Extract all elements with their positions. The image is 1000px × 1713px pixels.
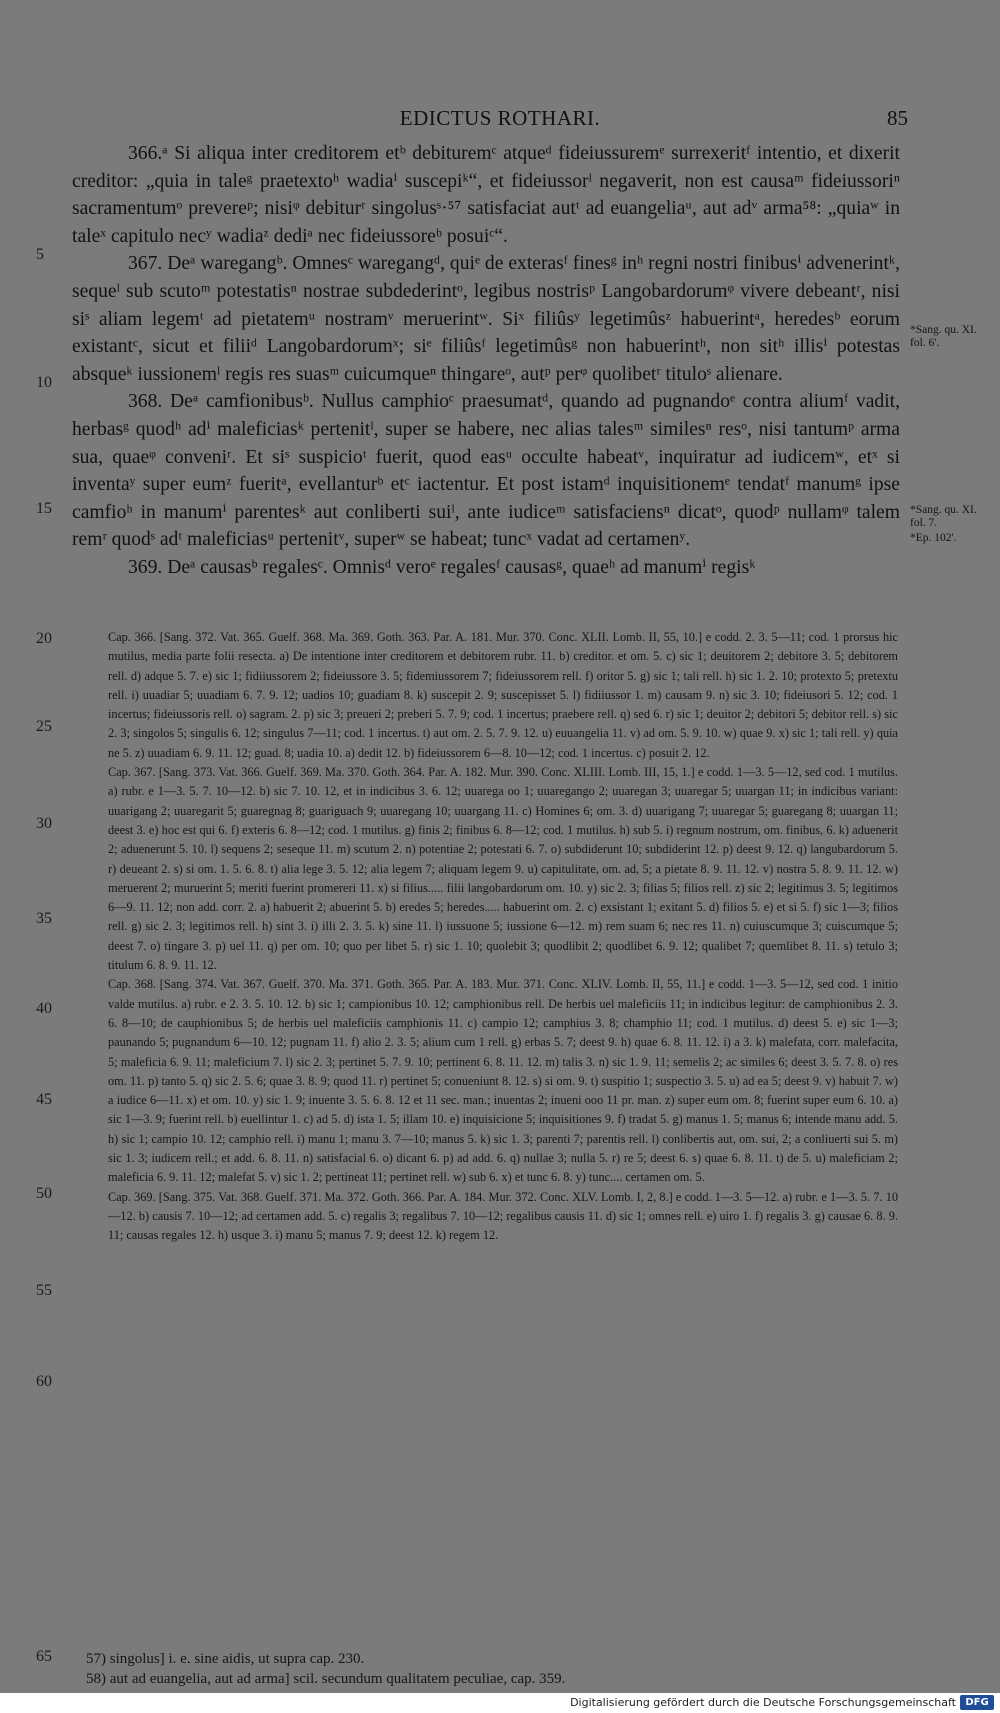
line-number: 30 <box>36 815 52 832</box>
line-number: 55 <box>36 1282 52 1299</box>
side-note-sang-fol-6: *Sang. qu. XI. fol. 6'. <box>910 324 977 349</box>
critical-apparatus <box>86 628 898 1246</box>
page-number: 85 <box>887 106 908 130</box>
dfg-logo-icon[interactable]: DFG <box>960 1695 994 1710</box>
line-number: 10 <box>36 374 52 391</box>
side-note-ep-102: *Ep. 102'. <box>910 532 957 544</box>
line-number: 15 <box>36 500 52 517</box>
page-header <box>0 106 1000 134</box>
chapter-367: 367. Deᵃ waregangᵇ. Omnesᶜ waregangᵈ, quiᵉ de exterasᶠ finesᵍ inʰ regni nostri finibusⁱ advenerintᵏ, sequeˡ sub scutoᵐ potestatisⁿ nostrae subdederintᵒ, legibus nostrisᵖ Langobardorumᵠ vivere debeantʳ, nisi siˢ aliam legemᵗ ad pietatemᵘ nostramᵛ meruerintʷ. Siˣ filiûsʸ legetimûsᶻ habuerintᵃ, heredesᵇ eorum existantᶜ, sicut et filiiᵈ Langobardorumˣ; siᵉ filiûsᶠ legetimûsᵍ non habuerintʰ, non sitʰ illisⁱ potestas absqueᵏ iussionemˡ regis res suasᵐ cuicumqueⁿ thingareᵒ, autᵖ perᵠ quolibetʳ tituloˢ alienare. <box>72 253 900 385</box>
line-number: 60 <box>36 1373 52 1390</box>
apparatus-cap-366: Cap. 366. [Sang. 372. Vat. 365. Guelf. 368. Ma. 369. Goth. 363. Par. A. 181. Mur. 370. Conc. XLII. Lomb. II, 55, 10.] e codd. 2. 3. 5—11; cod. 1 prorsus hic mutilus, media parte folii resecta. a) De intentione inter creditorem et debitorem rubr. 11. b) creditor. et om. 5. c) sic 1; deuitorem 2; debitore 3. 5; debitorem rell. d) adque 5. 7. e) sic 1; fidiiussorem 2; fideiussore 3. 5; fidemiussorem 7; fideiussorem rell. f) oritor 5. g) sic 1; tali rell. h) sic 1. 2. 10; protexto 5; pretextu rell. i) uuadiar 5; uuadiam 6. 7. 9. 12; uadios 10; guadiam 8. k) suscepit 2. 9; suscepisset 5. l) fidiiussor 1. m) causam 9. n) sic 3. 10; fideiusori 5. 12; cod. 1 incertus; fideiussoris rell. o) sagram. 2. p) sic 3; preueri 2; preberi 5. 7. 9; cod. 1 incertus; praebere rell. q) sed 6. r) sic 1; deuitor 2; debitori 5; debitor rell. s) sic 2. 3; singolos 5; singulis 6. 12; singulus 7—11; cod. 1 incertus. t) aut om. 2. 5. 7. 9. 12. u) euuangelia 11. v) ad om. 5. 9. 10. w) quae 9. x) sic 1; tali rell. y) quia ne 5. z) uuadiam 6. 9. 11. 12; guad. 8; uadia 10. a) dedit 12. b) fideiussorem 6—8. 10—12; cod. 1 incertus. c) posuit 2. 12. <box>108 630 898 760</box>
side-note-sang-fol-7: *Sang. qu. XI. fol. 7. <box>910 504 977 529</box>
line-number: 5 <box>36 246 44 263</box>
footnote-58: 58) aut ad euangelia, aut ad arma] scil. secundum qualitatem peculiae, cap. 359. <box>86 1671 566 1687</box>
line-number: 35 <box>36 910 52 927</box>
apparatus-cap-368: Cap. 368. [Sang. 374. Vat. 367. Guelf. 370. Ma. 371. Goth. 365. Par. A. 183. Mur. 371. Conc. XLIV. Lomb. II, 55, 11.] e codd. 1—3. 5—12, sed cod. 1 initio valde mutilus. a) rubr. e 2. 3. 5. 10. 12. b) sic 1; campionibus 10. 12; camphionibus rell. De herbis uel maleficiis 11; in indicibus legitur: de camphionibus 2. 3. 6. 8—10; de cauphionibus 5; de herbis uel maleficiis camphionis 11. c) campio 12; camphius 3. 8; champhio 11; cod. 1 mutilus. d) deest 5. e) sic 1—3; paunando 5; pugnandum 6—10. 12; pugnam 11. f) alio 2. 3. 5; alium cum 1 rell. g) erbas 5. 7; deest 9. h) quae 6. 8. 11. 12. i) a 3. k) malefata, corr. malefacita, 5; maleficia 6. 9. 11; maleficium 7. l) sic 2. 3; pertinet 5. 7. 9. 10; pertinent 6. 8. 11. 12. m) talis 3. n) sic 1. 9. 11; semelis 2; ac similes 6; deest 3. 5. 7. 8. o) res om. 11. p) tanto 5. q) sic 2. 5. 6; quae 3. 8. 9; quod 11. r) pertinet 5; conueniunt 8. 12. s) si om. 9. t) suspitio 1; suspectio 3. 5. u) ad ea 5; deest 9. v) habuit 7. w) a iudice 6—11. x) et om. 10. y) sic 1. 9; inuente 3. 5. 6. 8. 12 et 11 sec. man.; inuentas 2; inueni ooo 11 pr. man. z) super eum om. 8; fuerint super eum 6. 10. a) sic 1—3. 9; fuerint rell. b) euellintur 1. c) ad 5. d) ista 1. 5; illam 10. e) inquisicione 5; inquisitiones 9. f) tradat 5. g) manus 1. 5; manus 6; intende manu add. 5. h) sic 1; campio 10. 12; camphio rell. i) manu 1; manu 3. 7—10; manus 5. k) sic 1. 3; parenti 7; parentis rell. l) conlibertis aut, om. sui, 2; a conliuerti sui 5. m) sic 1. 3; iudicem rell.; et add. 6. 8. 11. n) satisfacial 6. o) dicant 6. p) ad add. 6. q) nullae 3; nulla 5. r) re 5; deest 6. s) quae 6. 8. 11. t) de 5. u) maleficiam 2; maleficia 6. 9. 11. 12; malefat 5. v) sic 1. 2; pertineat 11; pertinet rell. w) sub 6. x) et tunc 6. 8. y) tunc.... certamen om. 5. <box>108 977 898 1185</box>
line-number: 20 <box>36 630 52 647</box>
footer-bar <box>0 1693 1000 1713</box>
footnotes <box>86 1649 898 1689</box>
apparatus-cap-367: Cap. 367. [Sang. 373. Vat. 366. Guelf. 369. Ma. 370. Goth. 364. Par. A. 182. Mur. 390. Conc. XLIII. Lomb. III, 15, 1.] e codd. 1—3. 5—12, sed cod. 1 mutilus. a) rubr. e 1—3. 5. 7. 10—12. b) sic 7. 10. 12, et in indicibus 3. 6. 12; uuarega oo 1; uuaregango 2; uuaregan 3; uuaregar 5; uuargan 11; in indicibus variant: uuarigang 2; uuaregarit 5; guaregnag 8; guariguach 9; uuaregang 10; uuargang 11. c) Homines 6; om. 3. d) uuarigang 7; uuaregar 5; guaregang 8; uuargan 11; deest 3. e) hoc est qui 6. f) exteris 6. 8—12; cod. 1 mutilus. g) finis 2; finibus 6. 8—12; cod. 1 mutilus. h) sub 5. i) regnum nostrum, om. finibus, 6. k) aduenerit 2; aduenerunt 5. 10. l) sequens 2; seseque 11. m) scutum 2. n) potentiae 2; potestati 6. 7. o) subdiderunt 10; subdiderint 12. p) deest 9. 12. q) langubardorum 5. r) deueant 2. s) si om. 1. 5. 6. 8. t) alia lege 3. 5. 12; alia legem 7; aliquam legem 9. u) capitulitate, om. ad, 5; a pietate 8. 9. 11. 12. v) nostra 5. 8. 9. 11. 12. w) meruerent 2; muruerint 5; meriti fuerint promereri 11. x) si filius..... filii langobardorum om. 10. y) sic 2. 3; filias 5; filios rell. z) sic 2; legitimus 3. 5; legitimos 6—9. 11. 12; non add. corr. 2. a) habuerit 2; abuerint 5. b) eredes 5; heredes..... habuerint om. 2. c) exsistant 1; exitant 5. d) filios 5. e) et si 5. f) sic 1—3; filios rell. g) sic 2. 3; legitimos rell. h) sint 3. i) illi 2. 3. 5. k) sine 11. l) iussuone 5; iussione 6—12. m) rem suam 6; nec res 11. n) cuiuscumque 3; cuiscumque 5; deest 7. o) tingare 3. p) uel 11. q) per om. 10; quo per libet 5. r) sic 1. 10; quolebit 3; quodlibit 2; quodlibet 6. 9. 12; qualibet 7; quemlibet 8. 11. s) tetulo 3; titulum 6. 8. 9. 11. 12. <box>108 765 898 973</box>
line-number: 45 <box>36 1091 52 1108</box>
chapter-369: 369. Deᵃ causasᵇ regalesᶜ. Omnisᵈ veroᵉ regalesᶠ causasᵍ, quaeʰ ad manumⁱ regisᵏ <box>128 556 756 578</box>
footnote-57: 57) singolus] i. e. sine aidis, ut supra cap. 230. <box>86 1651 365 1667</box>
line-number: 65 <box>36 1648 52 1665</box>
running-title: EDICTUS ROTHARI. <box>399 106 601 130</box>
line-number: 50 <box>36 1185 52 1202</box>
funding-notice: Digitalisierung gefördert durch die Deutsche Forschungsgemeinschaft <box>570 1696 956 1709</box>
chapter-366: 366.ᵃ Si aliqua inter creditorem etᵇ debituremᶜ atqueᵈ fideiussuremᵉ surrexeritᶠ intentio, et dixerit creditor: „quia in taleᵍ praetextoʰ wadiaⁱ suscepiᵏ“, et fideiussorˡ negaverit, non est causaᵐ fideiussoriⁿ sacramentumᵒ prevereᵖ; nisiᵠ debiturʳ singolusˢ·⁵⁷ satisfaciat autᵗ ad euangeliaᵘ, aut adᵛ arma⁵⁸: „quiaʷ in taleˣ capitulo necʸ wadiaᶻ dediᵃ nec fideiussoreᵇ posuiᶜ“. <box>72 143 900 247</box>
line-number: 25 <box>36 718 52 735</box>
line-number: 40 <box>36 1000 52 1017</box>
chapter-368: 368. Deᵃ camfionibusᵇ. Nullus camphioᶜ praesumatᵈ, quando ad pugnandoᵉ contra aliumᶠ vadit, herbasᵍ quodʰ adⁱ maleficiasᵏ pertenitˡ, super se habere, nec alias talesᵐ similesⁿ resᵒ, nisi tantumᵖ arma sua, quaeᵠ conveniʳ. Et siˢ suspicioᵗ fuerit, quod easᵘ occulte habeatᵛ, inquiratur ad iudicemʷ, etˣ si inventaʸ super eumᶻ fueritᵃ, evellanturᵇ etᶜ iactentur. Et post istamᵈ inquisitionemᵉ tendatᶠ manumᵍ ipse camfioʰ in manumⁱ parentesᵏ aut conliberti suiˡ, ante iudiceᵐ satisfaciensⁿ dicatᵒ, quodᵖ nullamᵠ talem remʳ quodˢ adᵗ maleficiasᵘ pertenitᵛ, superʷ se habeat; tuncˣ vadat ad certamenʸ. <box>72 391 900 551</box>
apparatus-cap-369: Cap. 369. [Sang. 375. Vat. 368. Guelf. 371. Ma. 372. Goth. 366. Par. A. 184. Mur. 372. Conc. XLV. Lomb. I, 2, 8.] e codd. 1—3. 5—12. a) rubr. e 1—3. 5. 7. 10—12. b) causis 7. 10—12; ad certamen add. 5. c) regalis 3; regalibus 7. 10—12; regalibus causis 11. d) sic 1; omnes rell. e) uiro 1. f) regalis 3. g) causae 6. 8. 9. 11; causas regales 12. h) usque 3. i) manu 5; manus 7. 9; deest 12. k) regem 12. <box>108 1189 898 1243</box>
edict-text <box>72 140 900 582</box>
